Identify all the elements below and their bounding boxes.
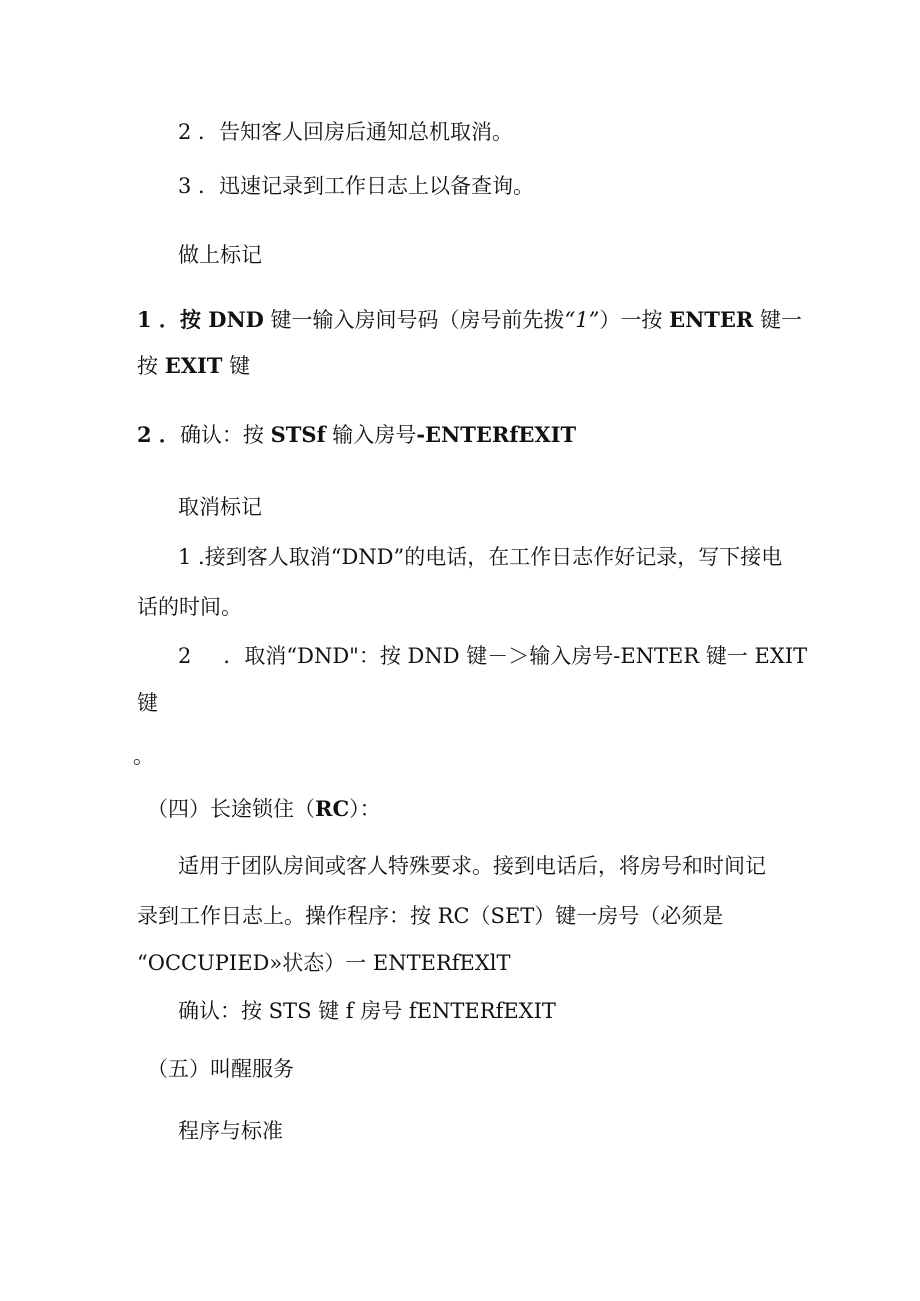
cancel-step-2 xyxy=(178,646,807,667)
list-item-3-record-log: 3 ．迅速记录到工作日志上以备查询。 xyxy=(178,174,535,198)
cancel-step-1: 1 .接到客人取消“DND”的电话，在工作日志作好记录，写下接电 xyxy=(178,545,783,569)
section-4-title: （四）长途锁住（ xyxy=(147,797,315,821)
mark-step-2-enter-exit: -ENTERfEXIT xyxy=(416,422,577,447)
mark-step-1-cont-press: 按 xyxy=(137,354,165,378)
mark-step-2 xyxy=(137,424,576,446)
mark-step-1 xyxy=(137,309,802,331)
cancel-step-2-cont: 键 xyxy=(137,691,158,715)
mark-step-2-room: 输入房号 xyxy=(325,423,417,447)
cancel-step-2-number: 2 xyxy=(178,644,192,668)
mark-step-1-dnd: DND xyxy=(208,307,264,332)
section-4-rc: RC xyxy=(315,796,350,821)
mark-step-1-number: 1 ．按 xyxy=(137,307,209,332)
section-4-para-line-1: 适用于团队房间或客人特殊要求。接到电话后，将房号和时间记 xyxy=(178,854,766,878)
section-5-heading: （五）叫醒服务 xyxy=(147,1057,294,1081)
mark-step-1-cont-key: 键 xyxy=(222,354,251,378)
mark-step-1-key: 键一 xyxy=(753,308,803,332)
section-4-heading xyxy=(147,798,381,820)
section-4-close: ）： xyxy=(349,797,381,821)
mark-step-1-quote: “1” xyxy=(564,308,600,332)
section-4-confirm: 确认：按 STS 键 f 房号 fENTERfEXIT xyxy=(178,999,556,1023)
section-4-para-line-2: 录到工作日志上。操作程序：按 RC（SET）键一房号（必须是 xyxy=(137,904,724,928)
mark-step-1-cont xyxy=(137,355,250,377)
mark-step-1-then: ）一按 xyxy=(599,308,670,332)
mark-step-2-confirm: 确认：按 xyxy=(179,423,271,447)
cancel-step-1-cont: 话的时间。 xyxy=(137,595,242,619)
stray-period: 。 xyxy=(133,744,154,768)
heading-cancel-mark: 取消标记 xyxy=(178,495,262,519)
mark-step-1-enter: ENTER xyxy=(669,307,754,332)
section-5-subheading: 程序与标准 xyxy=(178,1119,283,1143)
heading-mark: 做上标记 xyxy=(178,243,262,267)
mark-step-2-number: 2 ． xyxy=(137,422,180,447)
section-4-para-line-3: “OCCUPIED»状态）一 ENTERfEXlT xyxy=(137,951,511,975)
mark-step-1-exit: EXIT xyxy=(164,353,223,378)
cancel-step-2-text: ．取消“DND"：按 DND 键－＞输入房号-ENTER 键一 EXIT xyxy=(223,644,808,668)
list-item-2-inform-guest: 2 ．告知客人回房后通知总机取消。 xyxy=(178,120,514,144)
mark-step-2-sts: STSf xyxy=(270,422,326,447)
mark-step-1-text: 键一输入房间号码（房号前先拨 xyxy=(263,308,565,332)
